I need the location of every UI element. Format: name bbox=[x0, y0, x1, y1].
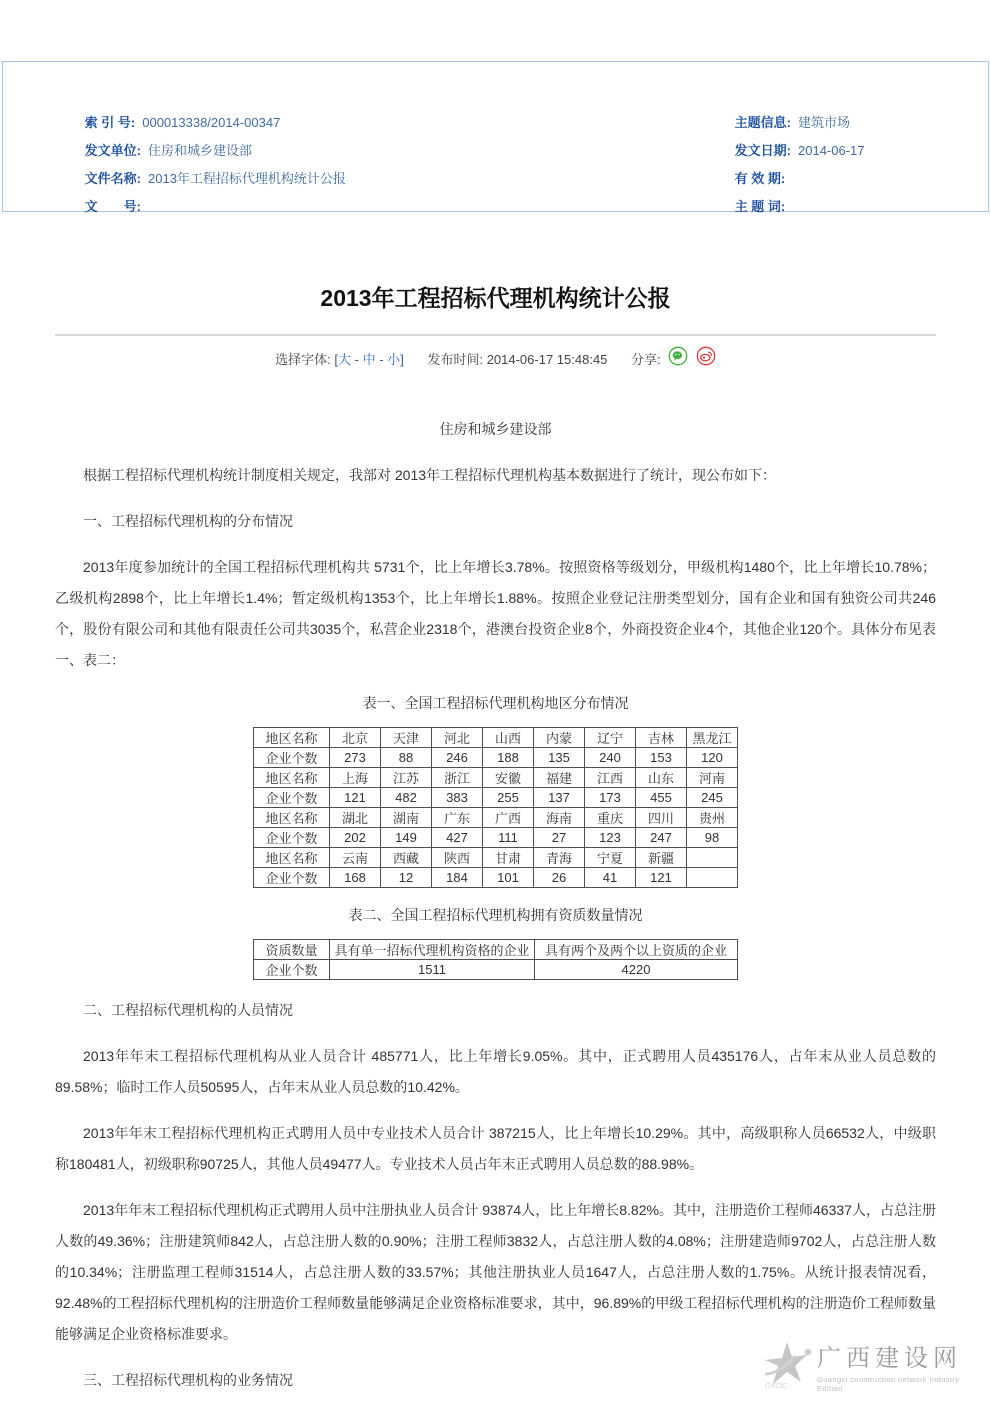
table-cell: 88 bbox=[381, 748, 432, 768]
table-cell: 浙江 bbox=[432, 768, 483, 788]
article-body bbox=[55, 414, 936, 1396]
table-cell: 江苏 bbox=[381, 768, 432, 788]
font-size-large-link[interactable]: 大 bbox=[337, 351, 351, 367]
region-distribution-table bbox=[253, 727, 738, 888]
meta-label: 有 效 期: bbox=[734, 171, 786, 186]
table-cell: 255 bbox=[483, 788, 534, 808]
table-cell: 企业个数 bbox=[254, 828, 330, 848]
table-cell: 黑龙江 bbox=[687, 728, 738, 748]
table-cell: 宁夏 bbox=[585, 848, 636, 868]
table-cell: 273 bbox=[330, 748, 381, 768]
table-cell: 江西 bbox=[585, 768, 636, 788]
section3-heading: 三、工程招标代理机构的业务情况 bbox=[83, 1372, 293, 1388]
site-name: 广西建设网 bbox=[817, 1345, 962, 1372]
publish-time-value: 2014-06-17 15:48:45 bbox=[486, 351, 608, 367]
font-size-medium-link[interactable]: 中 bbox=[362, 351, 376, 367]
table-cell: 27 bbox=[534, 828, 585, 848]
table-cell: 具有两个及两个以上资质的企业 bbox=[535, 940, 738, 960]
meta-row-index-number bbox=[63, 81, 346, 130]
table-cell: 新疆 bbox=[636, 848, 687, 868]
table-cell: 企业个数 bbox=[254, 748, 330, 768]
site-tagline: Guangxi construction network Industry Edition bbox=[817, 1374, 960, 1393]
meta-row-topic-info bbox=[713, 81, 865, 130]
table-cell: 98 bbox=[687, 828, 738, 848]
table-cell: 四川 bbox=[636, 808, 687, 828]
font-select-label: 选择字体: bbox=[275, 351, 331, 367]
section2-heading: 二、工程招标代理机构的人员情况 bbox=[83, 1002, 293, 1018]
document-meta-box bbox=[2, 61, 989, 212]
table-row bbox=[254, 868, 738, 888]
table-cell: 海南 bbox=[534, 808, 585, 828]
publish-time-label: 发布时间: bbox=[427, 351, 484, 367]
table-cell: 河南 bbox=[687, 768, 738, 788]
meta-label: 主题信息: bbox=[734, 115, 792, 130]
table-row bbox=[254, 848, 738, 868]
table-cell: 383 bbox=[432, 788, 483, 808]
section1-heading: 一、工程招标代理机构的分布情况 bbox=[83, 513, 293, 529]
table-cell: 135 bbox=[534, 748, 585, 768]
table-cell: 天津 bbox=[381, 728, 432, 748]
table-cell: 辽宁 bbox=[585, 728, 636, 748]
table-cell: 湖南 bbox=[381, 808, 432, 828]
table-cell: 120 bbox=[687, 748, 738, 768]
table-cell: 内蒙 bbox=[534, 728, 585, 748]
table-cell: 149 bbox=[381, 828, 432, 848]
table-cell: 地区名称 bbox=[254, 808, 330, 828]
section2-paragraph-3: 2013年年末工程招标代理机构正式聘用人员中注册执业人员合计 93874人，比上年增长8.82%。其中，注册造价工程师46337人，占总注册人数的49.36%；注册建筑师842人，占总注册人数的0.90%；注册工程师3832人，占总注册人数的4.08%；注册建造师9702人，占总注册人数的10.34%；注册监理工程师31514人，占总注册人数的33.57%；其他注册执业人员1647人，占总注册人数的1.75%。从统计报表情况看，92.48%的工程招标代理机构的注册造价工程师数量能够满足企业资格标准要求，其中，96.89%的甲级工程招标代理机构的注册造价工程师数量能够满足企业资格标准要求。 bbox=[55, 1202, 936, 1342]
table-cell: 陕西 bbox=[432, 848, 483, 868]
meta-label: 文 号: bbox=[84, 199, 142, 214]
table-cell: 地区名称 bbox=[254, 728, 330, 748]
table-cell: 贵州 bbox=[687, 808, 738, 828]
table-cell: 湖北 bbox=[330, 808, 381, 828]
font-separator: - bbox=[379, 351, 384, 367]
table-cell: 吉林 bbox=[636, 728, 687, 748]
table-cell: 安徽 bbox=[483, 768, 534, 788]
table-cell: 地区名称 bbox=[254, 848, 330, 868]
table-cell: 4220 bbox=[535, 960, 738, 980]
page-title: 2013年工程招标代理机构统计公报 bbox=[320, 285, 671, 311]
table-row bbox=[254, 788, 738, 808]
meta-label: 主 题 词: bbox=[734, 199, 786, 214]
table-cell: 1511 bbox=[330, 960, 535, 980]
table-row bbox=[254, 748, 738, 768]
table-cell: 184 bbox=[432, 868, 483, 888]
font-bracket-close: ] bbox=[400, 351, 404, 367]
table-row bbox=[254, 960, 738, 980]
logo-text-block bbox=[817, 1346, 985, 1393]
wechat-share-icon[interactable] bbox=[668, 346, 688, 375]
table-cell: 111 bbox=[483, 828, 534, 848]
table-cell: 重庆 bbox=[585, 808, 636, 828]
qualification-count-table bbox=[253, 939, 738, 980]
table-cell: 240 bbox=[585, 748, 636, 768]
table-row bbox=[254, 940, 738, 960]
section1-paragraph: 2013年度参加统计的全国工程招标代理机构共 5731个，比上年增长3.78%。按照资格等级划分，甲级机构1480个，比上年增长10.78%；乙级机构2898个，比上年增长1.4%；暂定级机构1353个，比上年增长1.88%。按照企业登记注册类型划分，国有企业和国有独资公司共246个，股份有限公司和其他有限责任公司共3035个，私营企业2318个，港澳台投资企业8个，外商投资企业4个，其他企业120个。具体分布见表一、表二： bbox=[55, 559, 936, 668]
table-cell: 资质数量 bbox=[254, 940, 330, 960]
table-cell: 482 bbox=[381, 788, 432, 808]
table-cell: 121 bbox=[636, 868, 687, 888]
star-logo-icon bbox=[757, 1340, 813, 1399]
font-size-small-link[interactable]: 小 bbox=[387, 351, 401, 367]
meta-value: 2014-06-17 bbox=[798, 143, 865, 158]
table-cell: 153 bbox=[636, 748, 687, 768]
table-cell: 企业个数 bbox=[254, 960, 330, 980]
table-cell: 246 bbox=[432, 748, 483, 768]
table-row bbox=[254, 728, 738, 748]
intro-paragraph: 根据工程招标代理机构统计制度相关规定，我部对 2013年工程招标代理机构基本数据进行了统计，现公布如下： bbox=[83, 467, 777, 483]
meta-column-right bbox=[713, 81, 865, 214]
logo-script-mark: GXCIC bbox=[765, 1382, 788, 1390]
section2-paragraph-2: 2013年年末工程招标代理机构正式聘用人员中专业技术人员合计 387215人，比上年增长10.29%。其中，高级职称人员66532人，中级职称180481人，初级职称90725人，其他人员49477人。专业技术人员占年末正式聘用人员总数的88.98%。 bbox=[55, 1125, 936, 1172]
table-cell: 地区名称 bbox=[254, 768, 330, 788]
table-cell: 245 bbox=[687, 788, 738, 808]
table-cell: 188 bbox=[483, 748, 534, 768]
table-cell: 101 bbox=[483, 868, 534, 888]
site-watermark bbox=[757, 1340, 985, 1398]
table-cell: 173 bbox=[585, 788, 636, 808]
meta-value: 000013338/2014-00347 bbox=[142, 115, 281, 130]
meta-value: 建筑市场 bbox=[798, 115, 851, 130]
table-cell: 123 bbox=[585, 828, 636, 848]
table-cell: 12 bbox=[381, 868, 432, 888]
meta-value: 2013年工程招标代理机构统计公报 bbox=[148, 171, 346, 186]
share-group bbox=[631, 352, 716, 367]
table-row bbox=[254, 828, 738, 848]
article-toolbar bbox=[0, 346, 991, 375]
table2-caption: 表二、全国工程招标代理机构拥有资质数量情况 bbox=[348, 907, 643, 923]
table-cell: 福建 bbox=[534, 768, 585, 788]
table-cell: 甘肃 bbox=[483, 848, 534, 868]
font-bracket-open: [ bbox=[334, 351, 338, 367]
meta-label: 文件名称: bbox=[84, 171, 142, 186]
table-cell: 企业个数 bbox=[254, 868, 330, 888]
table-row bbox=[254, 768, 738, 788]
font-selector bbox=[275, 352, 407, 367]
table-cell: 北京 bbox=[330, 728, 381, 748]
table-cell: 云南 bbox=[330, 848, 381, 868]
table-row bbox=[254, 808, 738, 828]
table-cell: 168 bbox=[330, 868, 381, 888]
table-cell: 121 bbox=[330, 788, 381, 808]
table-cell: 427 bbox=[432, 828, 483, 848]
table-cell: 山西 bbox=[483, 728, 534, 748]
table-cell: 26 bbox=[534, 868, 585, 888]
table-cell: 具有单一招标代理机构资格的企业 bbox=[330, 940, 535, 960]
meta-column-left bbox=[63, 81, 346, 214]
section2-paragraph-1: 2013年年末工程招标代理机构从业人员合计 485771人，比上年增长9.05%。其中，正式聘用人员435176人，占年末从业人员总数的89.58%；临时工作人员50595人，占年末从业人员总数的10.42%。 bbox=[55, 1048, 936, 1095]
table-cell bbox=[687, 848, 738, 868]
table-cell: 上海 bbox=[330, 768, 381, 788]
title-divider bbox=[55, 334, 936, 336]
table-cell: 青海 bbox=[534, 848, 585, 868]
table-cell: 202 bbox=[330, 828, 381, 848]
table1-caption: 表一、全国工程招标代理机构地区分布情况 bbox=[362, 695, 629, 711]
table-cell: 企业个数 bbox=[254, 788, 330, 808]
table-cell: 广西 bbox=[483, 808, 534, 828]
table-cell: 41 bbox=[585, 868, 636, 888]
meta-label: 索 引 号: bbox=[84, 115, 136, 130]
share-label: 分享: bbox=[631, 351, 661, 367]
table-cell: 河北 bbox=[432, 728, 483, 748]
meta-value: 住房和城乡建设部 bbox=[148, 143, 253, 158]
font-separator: - bbox=[354, 351, 359, 367]
table-cell: 广东 bbox=[432, 808, 483, 828]
table-cell: 247 bbox=[636, 828, 687, 848]
table-cell: 山东 bbox=[636, 768, 687, 788]
table-cell: 455 bbox=[636, 788, 687, 808]
table-cell: 137 bbox=[534, 788, 585, 808]
publish-time-group bbox=[427, 352, 611, 367]
table-cell: 西藏 bbox=[381, 848, 432, 868]
meta-label: 发文单位: bbox=[84, 143, 142, 158]
meta-label: 发文日期: bbox=[734, 143, 792, 158]
table-cell bbox=[687, 868, 738, 888]
issuing-agency: 住房和城乡建设部 bbox=[439, 421, 552, 437]
weibo-share-icon[interactable] bbox=[696, 346, 716, 375]
